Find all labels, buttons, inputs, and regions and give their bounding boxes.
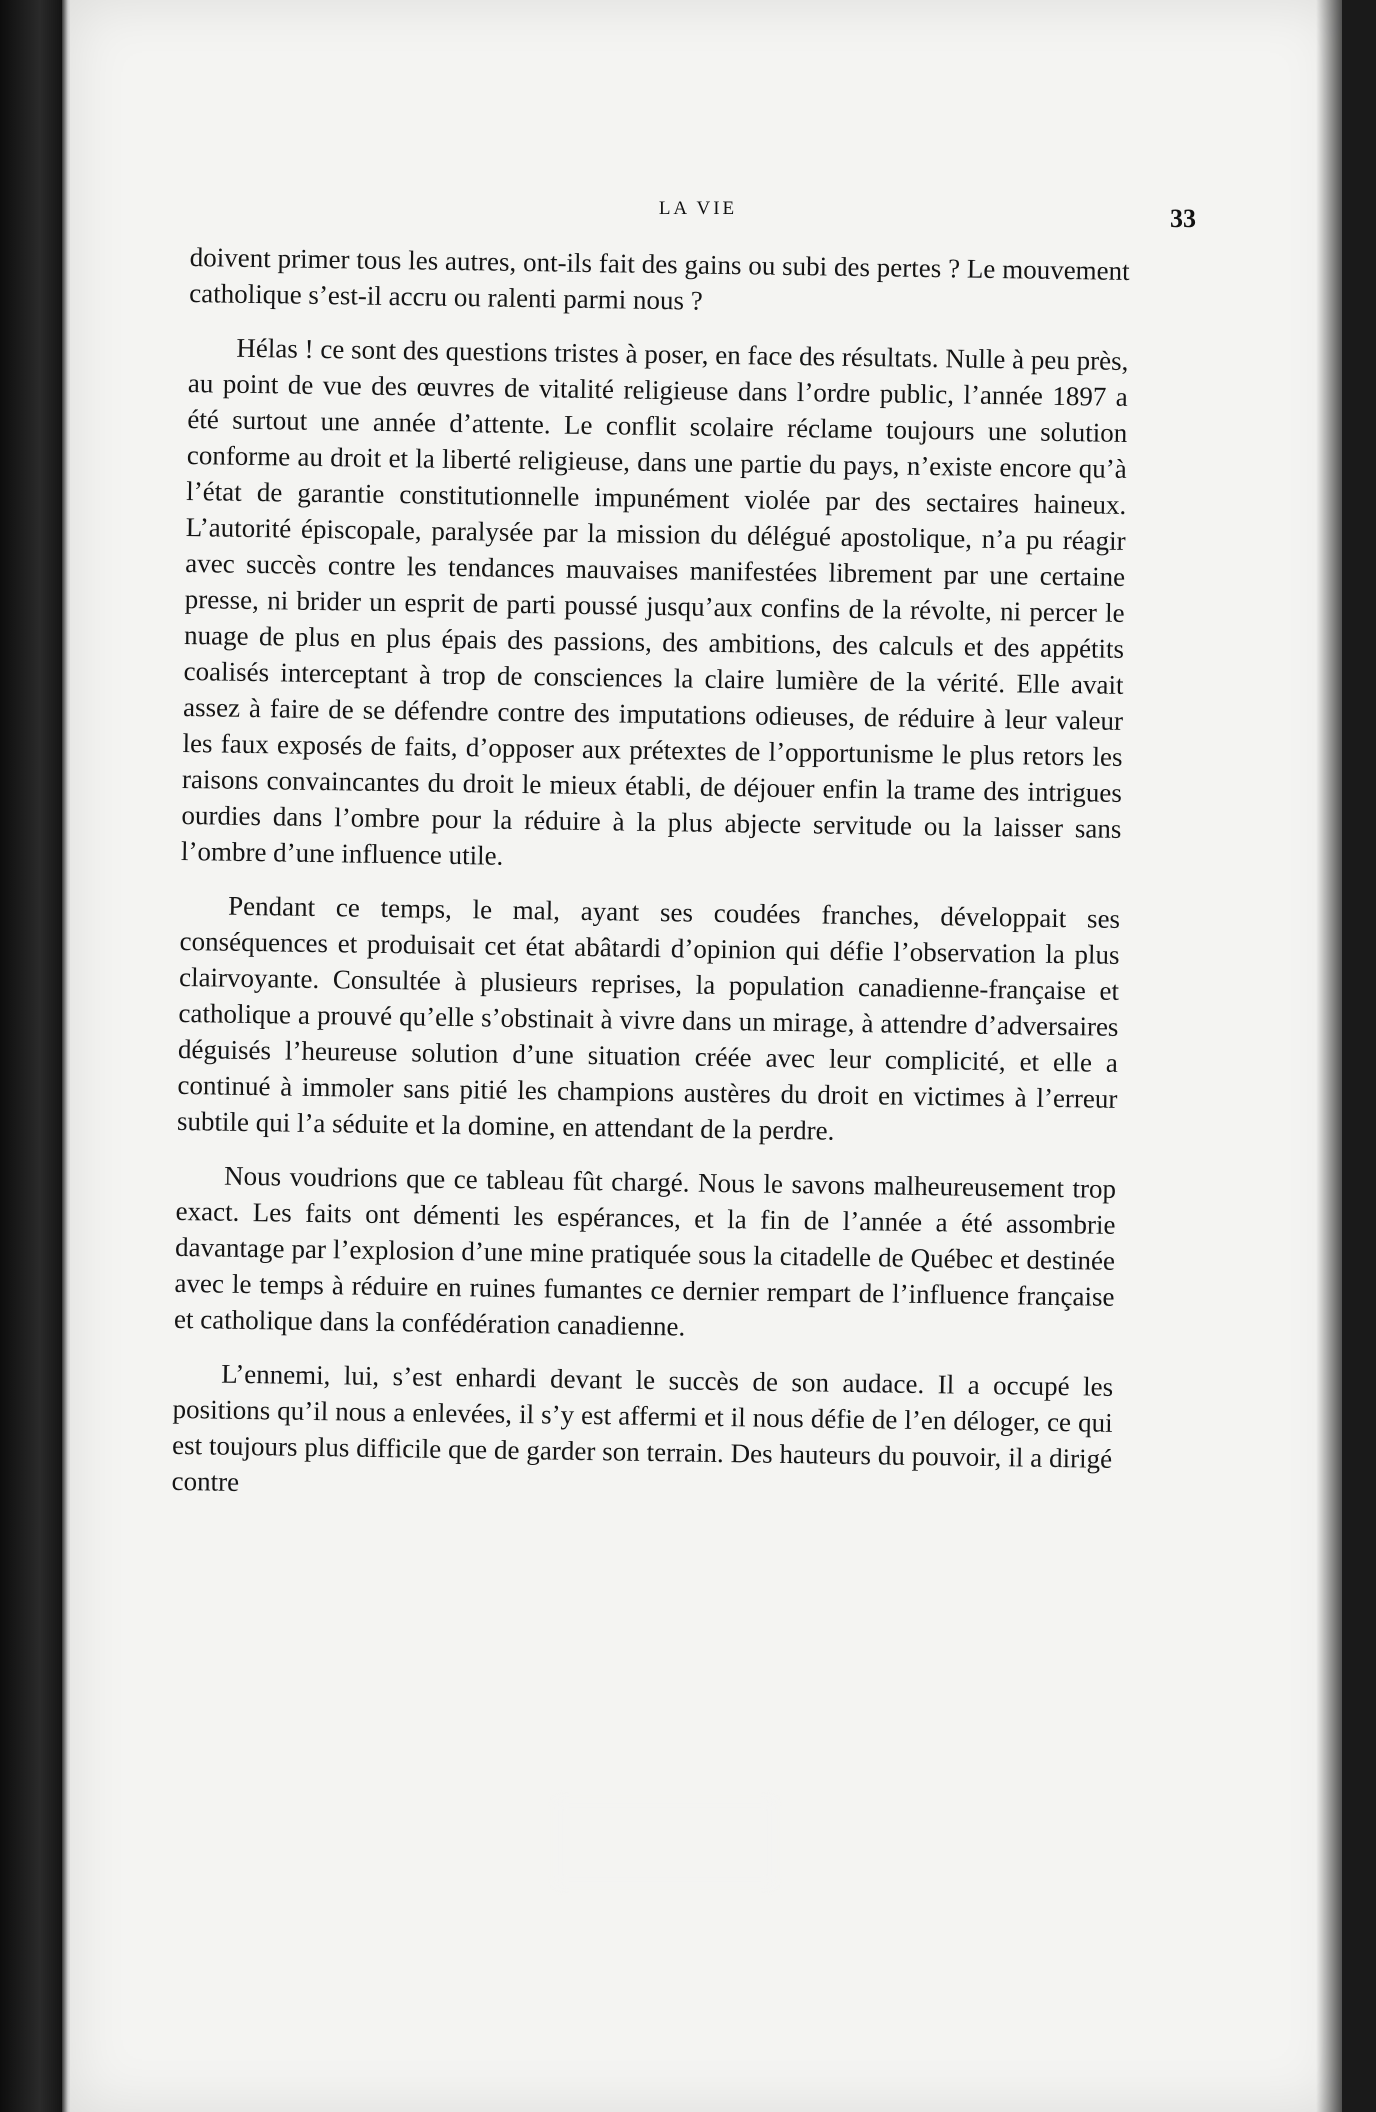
paragraph-3: Pendant ce temps, le mal, ayant ses coudées franches, développait ses conséquences et produisait cet état abâtardi d’opinion qui défie l’observation la plus clairvoyante. Consultée à plusieurs reprises, la population canadienne-française et catholique a prouvé qu’elle s’obstinait à vivre dans un mirage, à attendre d’adversaires déguisés l’heureuse solution d’une situation créée avec leur complicité, et elle a continué à immoler sans pitié les champions austères du droit en victimes à l’erreur subtile qui l’a séduite et la domine, en attendant de la perdre.	[176, 890, 1121, 1146]
paragraph-1: doivent primer tous les autres, ont-ils fait des gains ou subi des pertes ? Le mouvement catholique s’est-il accru ou ralenti parmi nous ?	[189, 242, 1130, 316]
page-gutter-shadow	[1316, 0, 1342, 2112]
paragraph-4: Nous voudrions que ce tableau fût chargé. Nous le savons malheureusement trop exact. Les faits ont démenti les espérances, et la fin de l’année a été assombrie davantage par l’explosion d’une mine pratiquée sous la citadelle de Québec et destinée avec le temps à réduire en ruines fumantes ce dernier rempart de l’influence française et catholique dans la confédération canadienne.	[173, 1160, 1117, 1342]
page-header	[170, 190, 1226, 240]
paragraph-2: Hélas ! ce sont des questions tristes à poser, en face des résultats. Nulle à peu près, au point de vue des œuvres de vitalité religieuse dans l’ordre public, l’année 1897 a été surtout une année d’attente. Le conflit scolaire réclame toujours une solution conforme au droit et la liberté religieuse, dans une partie du pays, n’existe encore qu’à l’état de garantie constitutionnelle impunément violée par des sectaires haineux. L’autorité épiscopale, paralysée par la mission du délégué apostolique, n’a pu réagir avec succès contre les tendances mauvaises manifestées librement par une certaine presse, ni brider un esprit de parti poussé jusqu’aux confins de la révolte, ni percer le nuage de plus en plus épais des passions, des ambitions, des calculs et des appétits coalisés interceptant à trop de consciences la claire lumière de la vérité. Elle avait assez à faire de se défendre contre des imputations odieuses, de réduire à leur valeur les faux exposés de faits, d’opposer aux prétextes de l’opportunisme le plus retors les raisons convaincantes du droit le mieux établi, de déjouer enfin la trame des intrigues ourdies dans l’ombre pour la réduire à la plus abjecte servitude ou la laisser sans l’ombre d’une influence utile.	[180, 332, 1129, 871]
running-head: LA VIE	[658, 198, 738, 219]
page-number: 33	[1170, 204, 1196, 233]
paragraph-5: L’ennemi, lui, s’est enhardi devant le succès de son audace. Il a occupé les positions qu’il nous a enlevées, il s’y est affermi et il nous défie de l’en déloger, ce qui est toujours plus difficile que de garder son terrain. Des hauteurs du pouvoir, il a dirigé contre	[171, 1358, 1114, 1497]
body-text	[171, 239, 1130, 1513]
